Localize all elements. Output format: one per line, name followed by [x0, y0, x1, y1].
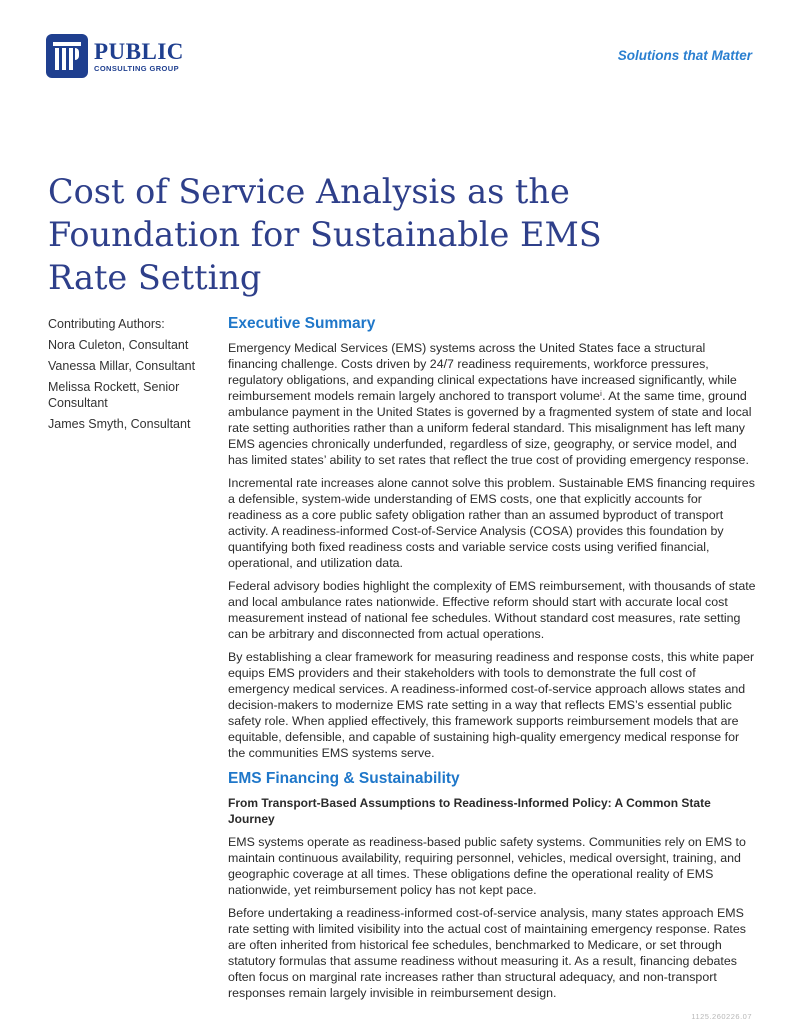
paragraph: Emergency Medical Services (EMS) systems across the United States face a structural financing challenge. Costs driven by 24/7 readiness requirements, workforce pressures, regulatory obligations, and expanding clinical expectations have increased significantly, while reimbursement models remain largely anchored to transport volumeⁱ. At the same time, ground ambulance payment in the United States is governed by a fragmented system of state and local rate setting authorities rather than a uniform federal standard. This misalignment has left many EMS agencies chronically underfunded, regardless of size, geography, or service model, and has limited states’ ability to set rates that reflect the true cost of providing emergency response. — [228, 341, 752, 467]
section-heading-executive-summary: Executive Summary — [228, 315, 376, 332]
document-title: Cost of Service Analysis as the Foundation for Sustainable EMS Rate Setting — [48, 172, 602, 297]
logo-consulting-text: CONSULTING GROUP — [94, 63, 180, 73]
paragraph: EMS systems operate as readiness-based public safety systems. Communities rely on EMS to maintain continuous availability, requiring personnel, vehicles, medical oversight, training, and geographic coverage at all times. These obligations define the operational reality of EMS nationwide, yet reimbursement policy has not kept pace. — [228, 835, 746, 897]
column-logo-icon — [46, 34, 88, 78]
authors-heading: Contributing Authors: — [48, 317, 165, 331]
section-heading-ems-financing: EMS Financing & Sustainability — [228, 770, 460, 787]
tagline: Solutions that Matter — [617, 48, 752, 63]
paragraph: Before undertaking a readiness-informed cost-of-service analysis, many states approach EMS rate setting with limited visibility into the actual cost of maintaining emergency response. Rates are often inherited from historical fee schedules, benchmarked to Medicare, or set through statutory formulas that assume readiness without measuring it. As a result, financing debates often focus on marginal rate increases rather than structural adequacy, and non-transport responses remain largely invisible in reimbursement design. — [228, 906, 746, 1000]
document-code: 1125.260226.07 — [691, 1012, 752, 1021]
subheading: From Transport-Based Assumptions to Readiness-Informed Policy: A Common State Journey — [228, 796, 711, 826]
pcg-logo — [46, 34, 184, 78]
author-name: Nora Culeton, Consultant — [48, 338, 189, 352]
main-content — [228, 314, 758, 1008]
author-name: Melissa Rockett, Senior Consultant — [48, 380, 180, 410]
author-name: Vanessa Millar, Consultant — [48, 359, 196, 373]
logo-public-text: PUBLIC — [94, 38, 184, 64]
paragraph: Federal advisory bodies highlight the complexity of EMS reimbursement, with thousands of state and local ambulance rates nationwide. Effective reform should start with accurate local cost measurement instead of national fee schedules. Without standard cost measures, rate setting can be arbitrary and disconnected from actual operations. — [228, 579, 756, 641]
paragraph: Incremental rate increases alone cannot solve this problem. Sustainable EMS financing requires a defensible, system-wide understanding of EMS costs, one that explicitly accounts for readiness as a core public safety obligation rather than an assumed byproduct of transport activity. A readiness-informed Cost-of-Service Analysis (COSA) provides this foundation by quantifying both fixed readiness costs and variable service costs using verified financial, operational, and utilization data. — [228, 476, 755, 570]
contributing-authors — [48, 316, 208, 437]
author-name: James Smyth, Consultant — [48, 417, 191, 431]
paragraph: By establishing a clear framework for measuring readiness and response costs, this white paper equips EMS providers and their stakeholders with tools to demonstrate the full cost of emergency medical services. A readiness-informed cost-of-service approach allows states and decision-makers to modernize EMS rate setting in a way that reflects EMS’s essential public safety role. When applied effectively, this framework supports reimbursement models that are equitable, defensible, and capable of sustaining high-quality emergency medical response for the communities EMS systems serve. — [228, 650, 755, 760]
